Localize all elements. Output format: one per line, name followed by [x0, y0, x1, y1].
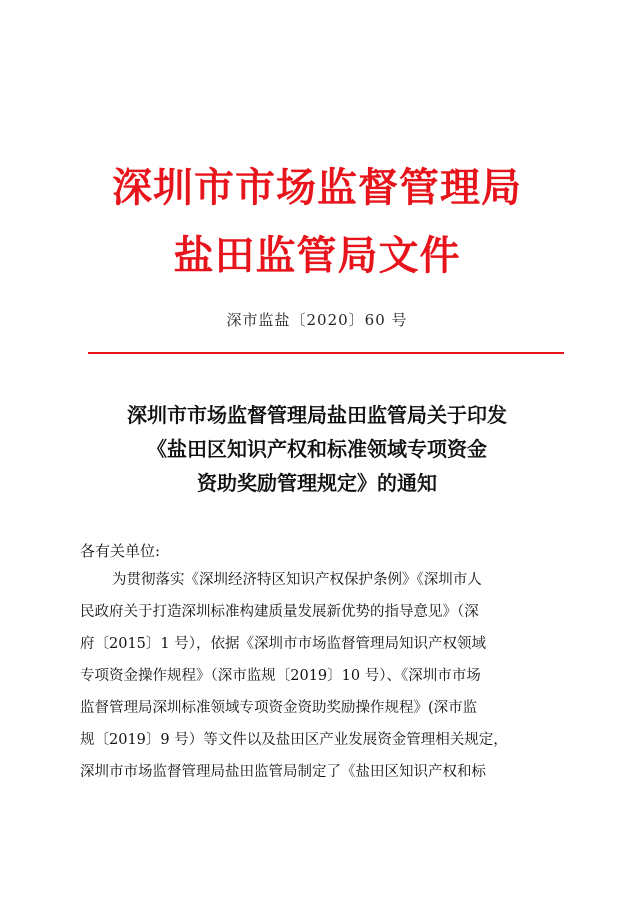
red-divider-line	[88, 352, 564, 354]
body-paragraph-line: 专项资金操作规程》（深市监规〔2019〕10 号）、《深圳市市场	[80, 668, 481, 684]
body-paragraph-line: 为贯彻落实《深圳经济特区知识产权保护条例》《深圳市人	[112, 572, 482, 588]
document-number: 深市监盐〔2020〕60 号	[226, 311, 408, 329]
body-paragraph-line: 规〔2019〕9 号）等文件以及盐田区产业发展资金管理相关规定，	[80, 732, 508, 748]
body-paragraph-line: 府〔2015〕1 号），依据《深圳市市场监督管理局知识产权领域	[80, 636, 486, 652]
document-title-line1: 深圳市市场监督管理局盐田监管局关于印发	[127, 403, 507, 427]
salutation: 各有关单位:	[80, 542, 161, 560]
body-paragraph-line: 监督管理局深圳标准领域专项资金资助奖励操作规程》(深市监	[80, 700, 478, 716]
body-paragraph-line: 深圳市市场监督管理局盐田监管局制定了《盐田区知识产权和标	[80, 764, 486, 780]
document-title-line2: 《盐田区知识产权和标准领域专项资金	[147, 437, 487, 461]
body-paragraph-line: 民政府关于打造深圳标准构建质量发展新优势的指导意见》（深	[80, 604, 479, 620]
issuing-authority-line2: 盐田监管局文件	[173, 232, 461, 279]
issuing-authority-line1: 深圳市市场监督管理局	[112, 164, 522, 211]
document-title-line3: 资助奖励管理规定》的通知	[197, 471, 437, 495]
